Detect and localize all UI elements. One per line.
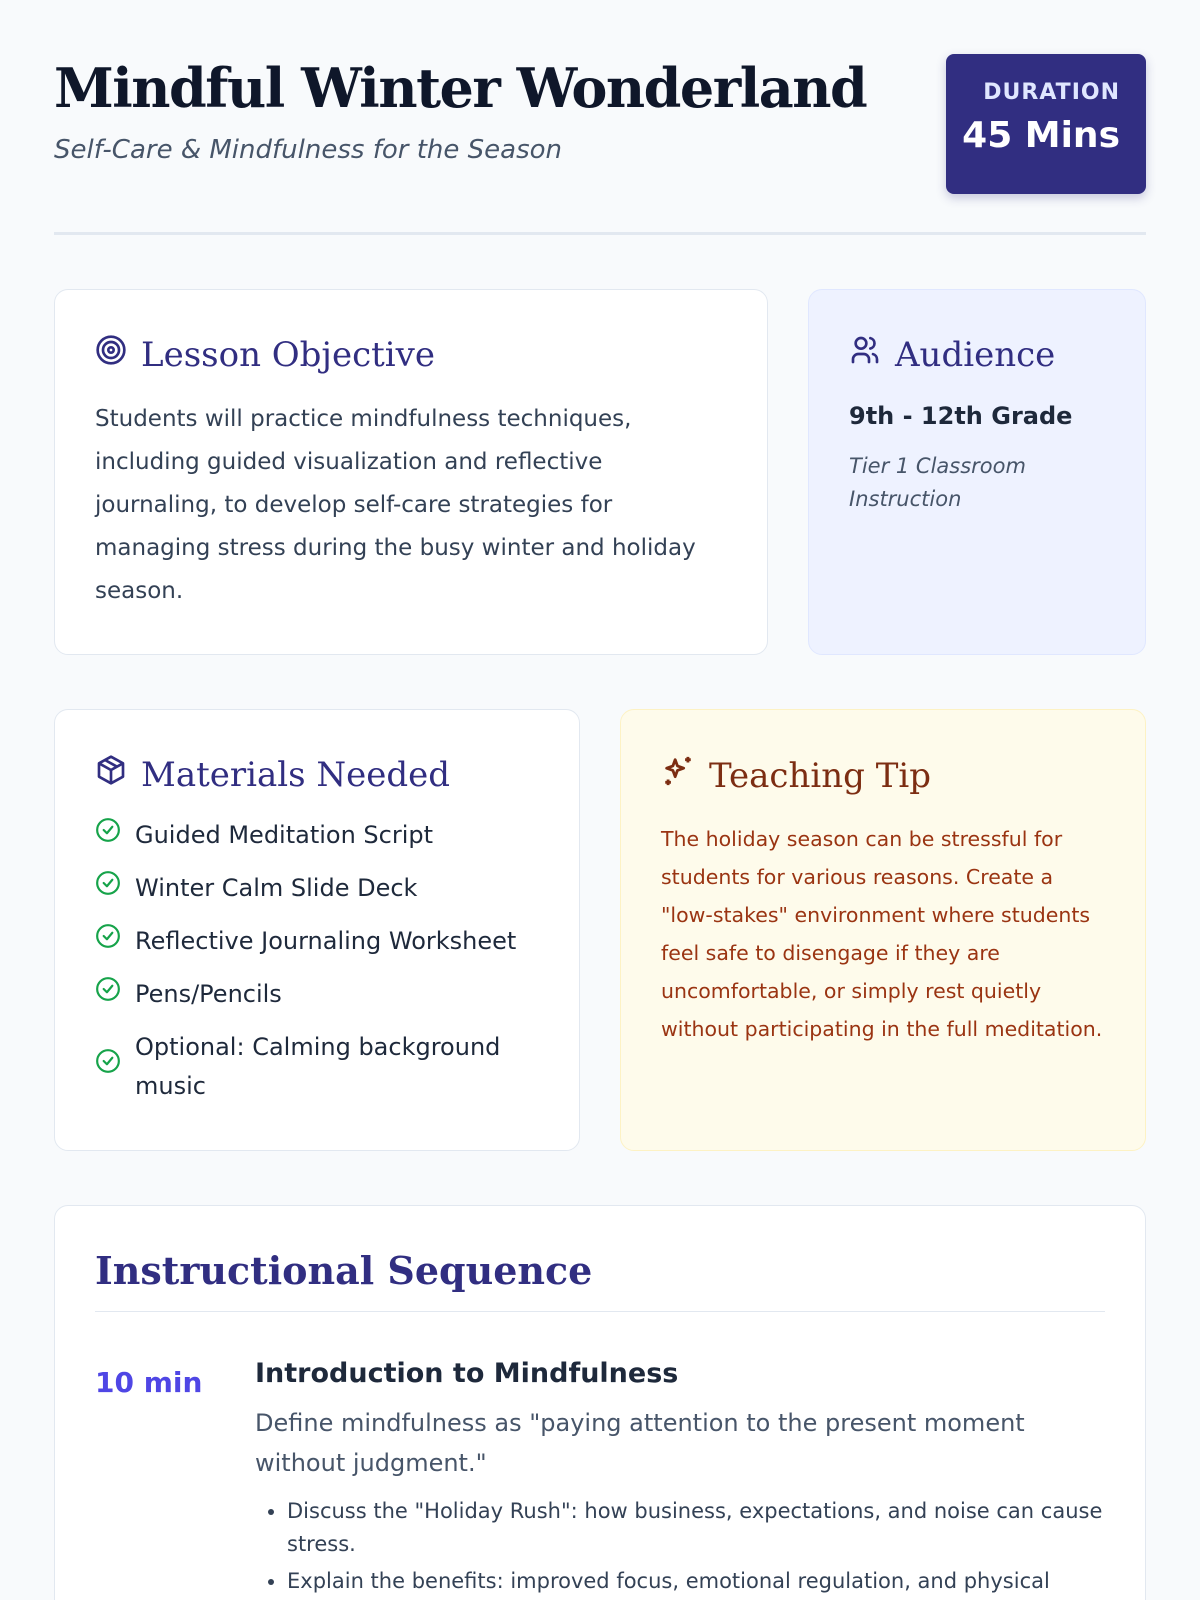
objective-card	[54, 289, 768, 655]
overview-row	[54, 289, 1146, 655]
materials-heading	[95, 754, 539, 796]
resources-row	[54, 709, 1146, 1151]
duration-label: DURATION	[983, 80, 1120, 105]
audience-card	[808, 289, 1146, 655]
material-label: Winter Calm Slide Deck	[135, 873, 418, 902]
box-icon	[95, 754, 127, 796]
sequence-step	[95, 1358, 1105, 1600]
list-item	[95, 816, 539, 855]
material-label: Optional: Calming background music	[135, 1032, 501, 1100]
step-bullets	[255, 1495, 1105, 1598]
audience-heading	[849, 334, 1105, 376]
target-icon	[95, 334, 127, 376]
objective-heading	[95, 334, 727, 376]
step-title: Introduction to Mindfulness	[255, 1358, 679, 1389]
duration-badge	[946, 54, 1146, 194]
materials-list	[95, 816, 539, 1106]
check-circle-icon	[95, 816, 121, 855]
sequence-title: Instructional Sequence	[95, 1248, 1105, 1312]
check-circle-icon	[95, 922, 121, 961]
material-label: Pens/Pencils	[135, 979, 282, 1008]
tip-heading-text: Teaching Tip	[709, 755, 932, 796]
list-item	[95, 922, 539, 961]
title-block	[54, 54, 866, 165]
objective-heading-text: Lesson Objective	[141, 334, 435, 375]
check-circle-icon	[95, 1047, 121, 1086]
check-circle-icon	[95, 869, 121, 908]
audience-heading-text: Audience	[895, 334, 1056, 375]
tip-heading	[661, 754, 1105, 798]
check-circle-icon	[95, 975, 121, 1014]
list-item	[95, 869, 539, 908]
users-icon	[849, 334, 881, 376]
page-title: Mindful Winter Wonderland	[54, 56, 867, 120]
list-item	[95, 1028, 539, 1106]
duration-value: 45 Mins	[962, 115, 1120, 156]
teaching-tip-card	[620, 709, 1146, 1151]
list-item: • Discuss the "Holiday Rush": how business, expectations, and noise can cause stress.	[287, 1495, 1105, 1561]
instructional-sequence-card	[54, 1205, 1146, 1600]
audience-grade: 9th - 12th Grade	[849, 401, 1073, 430]
step-body	[255, 1358, 1105, 1600]
list-item: • Explain the benefits: improved focus, emotional regulation, and physical	[287, 1565, 1105, 1598]
header	[54, 54, 1146, 235]
material-label: Reflective Journaling Worksheet	[135, 926, 517, 955]
step-description: Define mindfulness as "paying attention to the present moment without judgment."	[255, 1409, 1025, 1477]
audience-tier: Tier 1 Classroom Instruction	[849, 453, 1026, 511]
material-label: Guided Meditation Script	[135, 820, 434, 849]
step-time: 10 min	[95, 1366, 203, 1399]
objective-text: Students will practice mindfulness techniques, including guided visualization and reflective journaling, to develop self-care strategies for managing stress during the busy winter and holiday season.	[95, 405, 696, 604]
list-item	[95, 975, 539, 1014]
materials-heading-text: Materials Needed	[141, 754, 451, 795]
page-subtitle: Self-Care & Mindfulness for the Season	[54, 134, 563, 165]
tip-text: The holiday season can be stressful for students for various reasons. Create a "low-stakes" environment where students feel safe to disengage if they are uncomfortable, or simply rest quietly without participating in the full meditation.	[661, 826, 1103, 1041]
materials-card	[54, 709, 580, 1151]
sparkles-icon	[661, 754, 695, 798]
